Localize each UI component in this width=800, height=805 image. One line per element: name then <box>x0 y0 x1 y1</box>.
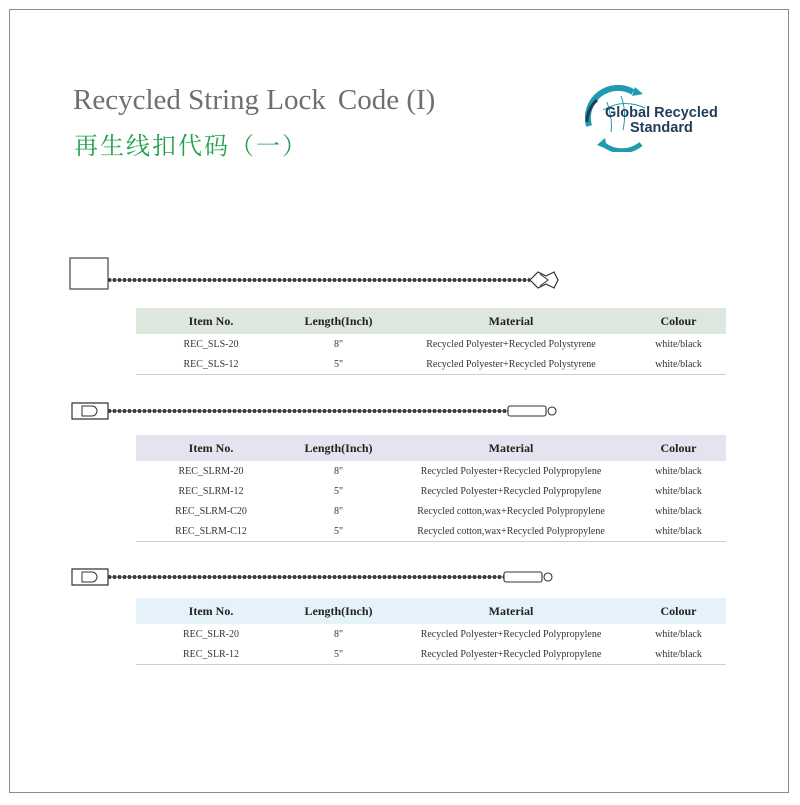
cell-item: REC_SLR-20 <box>182 628 240 640</box>
cell-material: Recycled Polyester+Recycled Polystyrene <box>426 338 596 350</box>
cell-length: 8" <box>333 465 344 477</box>
header-colour: Colour <box>660 313 697 328</box>
cell-length: 5" <box>333 485 344 497</box>
title-code: Code (I) <box>337 84 436 116</box>
table-row <box>136 624 726 644</box>
title-text: Recycled String Lock <box>73 84 326 116</box>
header-length: Length(Inch) <box>304 603 373 618</box>
page-title-chinese: 再生线扣代码（一） <box>74 132 308 160</box>
cell-material: Recycled Polyester+Recycled Polystyrene <box>391 354 631 375</box>
cell-length: 5" <box>286 354 391 375</box>
cell-length: 8" <box>333 628 344 640</box>
grs-logo <box>583 82 733 152</box>
header-colour: Colour <box>660 603 697 618</box>
cell-colour: white/black <box>631 644 726 665</box>
page-title <box>73 84 435 117</box>
header-length: Length(Inch) <box>304 313 373 328</box>
table-row <box>136 481 726 501</box>
cell-colour: white/black <box>655 465 702 477</box>
cell-length: 5" <box>286 644 391 665</box>
header-material: Material <box>488 440 534 455</box>
cell-material: Recycled Polyester+Recycled Polypropylene <box>420 465 602 477</box>
cell-material: Recycled Polyester+Recycled Polypropylene <box>391 644 631 665</box>
header-length: Length(Inch) <box>304 440 373 455</box>
cell-colour: white/black <box>631 354 726 375</box>
cell-item: REC_SLR-12 <box>136 644 286 665</box>
table-row <box>136 644 726 665</box>
cell-length: 8" <box>333 338 344 350</box>
cell-colour: white/black <box>655 628 702 640</box>
cell-material: Recycled Polyester+Recycled Polypropylene <box>420 485 602 497</box>
spec-table-slr <box>136 598 726 665</box>
cell-item: REC_SLRM-C12 <box>136 521 286 542</box>
header-item-no: Item No. <box>188 440 234 455</box>
cell-item: REC_SLRM-12 <box>178 485 244 497</box>
cell-material: Recycled Polyester+Recycled Polypropylene <box>420 628 602 640</box>
cell-colour: white/black <box>655 485 702 497</box>
grs-logo-text <box>605 106 718 136</box>
header-material: Material <box>488 313 534 328</box>
header-material: Material <box>488 603 534 618</box>
cell-colour: white/black <box>631 521 726 542</box>
string-lock-slr-illustration <box>68 566 568 588</box>
header-colour: Colour <box>660 440 697 455</box>
table-row <box>136 354 726 375</box>
cell-length: 5" <box>286 521 391 542</box>
cell-item: REC_SLRM-20 <box>178 465 244 477</box>
grs-line2: Standard <box>629 120 693 136</box>
cell-material: Recycled cotton,wax+Recycled Polypropylene <box>391 521 631 542</box>
spec-table-slrm <box>136 435 726 542</box>
grs-line1: Global Recycled <box>605 105 718 121</box>
cell-length: 8" <box>333 505 344 517</box>
string-lock-slrm-illustration <box>68 400 568 422</box>
spec-table-sls <box>136 308 726 375</box>
table-row <box>136 521 726 542</box>
table-row <box>136 334 726 354</box>
header-item-no: Item No. <box>188 603 234 618</box>
cell-item: REC_SLS-12 <box>136 354 286 375</box>
cell-item: REC_SLRM-C20 <box>175 505 247 517</box>
table-row <box>136 461 726 481</box>
header-item-no: Item No. <box>188 313 234 328</box>
string-lock-sls-illustration <box>68 256 568 298</box>
table-row <box>136 501 726 521</box>
cell-colour: white/black <box>655 505 702 517</box>
cell-material: Recycled cotton,wax+Recycled Polypropylene <box>417 505 605 517</box>
cell-colour: white/black <box>655 338 702 350</box>
cell-item: REC_SLS-20 <box>183 338 239 350</box>
